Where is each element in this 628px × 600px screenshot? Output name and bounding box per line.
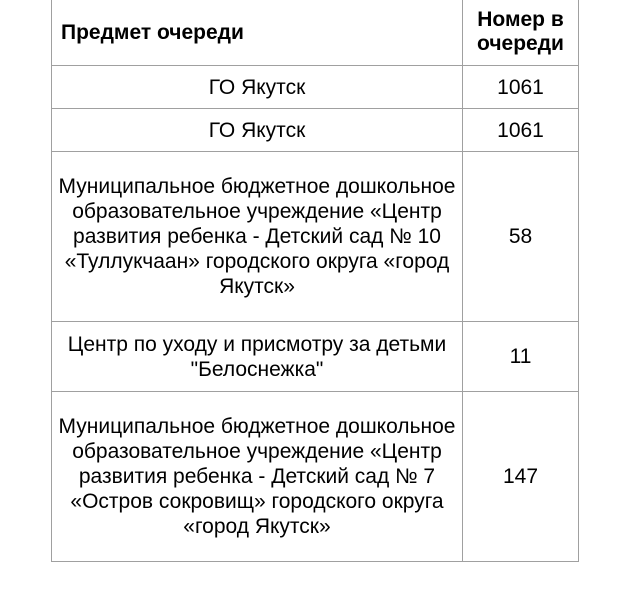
queue-subject-cell: Центр по уходу и присмотру за детьми "Белоснежка"	[52, 322, 463, 392]
table-row	[52, 322, 579, 392]
header-queue-number-line2: очереди	[477, 32, 564, 55]
queue-number-cell: 1061	[463, 66, 579, 109]
header-queue-number	[463, 0, 579, 66]
table-row	[52, 109, 579, 152]
table-row	[52, 392, 579, 562]
header-queue-number-line1: Номер в	[477, 8, 564, 31]
table-row	[52, 152, 579, 322]
queue-subject-cell: Муниципальное бюджетное дошкольное образовательное учреждение «Центр развития ребенка - Детский сад № 10 «Туллукчаан» городского округа «город Якутск»	[52, 152, 463, 322]
table-header-row	[52, 0, 579, 66]
queue-number-cell: 11	[463, 322, 579, 392]
queue-number-cell: 58	[463, 152, 579, 322]
queue-number-cell: 147	[463, 392, 579, 562]
queue-subject-cell: ГО Якутск	[52, 66, 463, 109]
header-subject: Предмет очереди	[52, 0, 463, 66]
table-row	[52, 66, 579, 109]
queue-subject-cell: ГО Якутск	[52, 109, 463, 152]
queue-number-cell: 1061	[463, 109, 579, 152]
queue-subject-cell: Муниципальное бюджетное дошкольное образовательное учреждение «Центр развития ребенка - Детский сад № 7 «Остров сокровищ» городского округа «город Якутск»	[52, 392, 463, 562]
queue-table	[51, 0, 579, 562]
